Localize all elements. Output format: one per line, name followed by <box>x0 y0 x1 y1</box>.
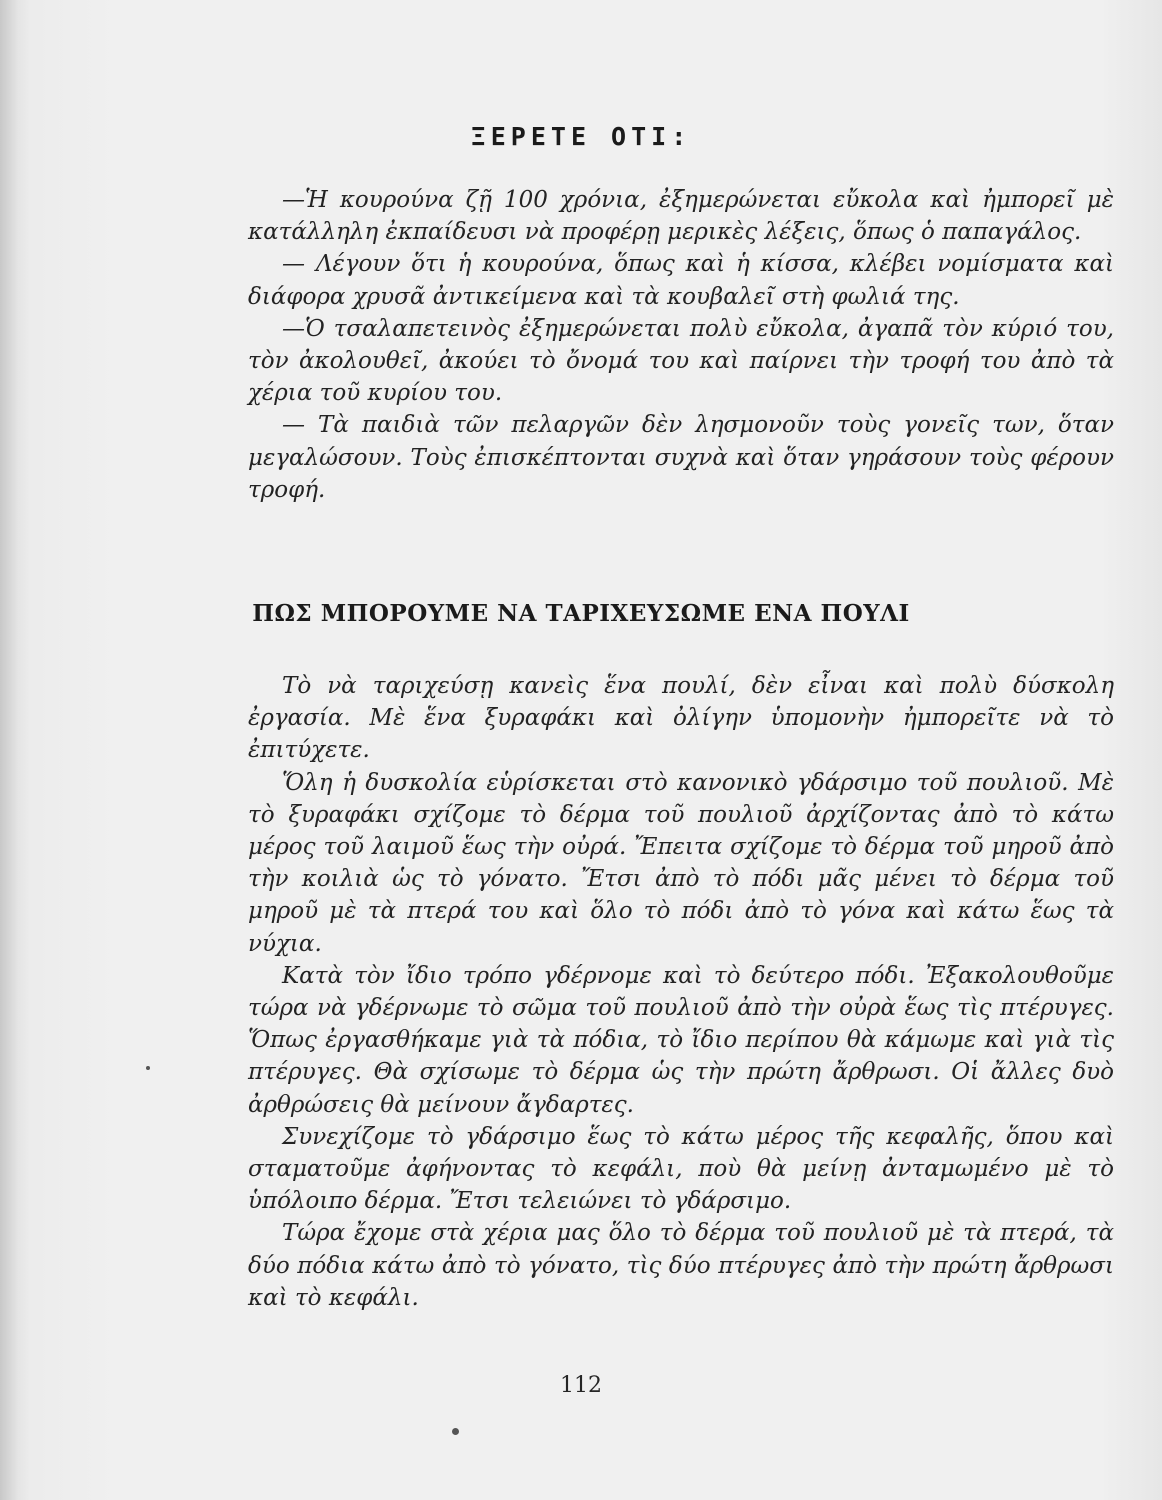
taxidermy-section <box>248 670 1114 1314</box>
page-number: 112 <box>560 1373 602 1398</box>
body-paragraph: Κατὰ τὸν ἴδιο τρόπο γδέρνομε καὶ τὸ δεύτερο πόδι. Ἐξακολουθοῦμε τώρα νὰ γδέρνωμε τὸ σῶμα τοῦ πουλιοῦ ἀπὸ τὴν οὐρὰ ἕως τὶς πτέρυγες. Ὅπως ἐργασθήκαμε γιὰ τὰ πόδια, τὸ ἴδιο περίπου θὰ κάμωμε καὶ γιὰ τὶς πτέρυγες. Θὰ σχίσωμε τὸ δέρμα ὡς τὴν πρώτη ἄρθρωσι. Οἱ ἄλλες δυὸ ἀρθρώσεις θὰ μείνουν ἄγδαρτες. <box>248 962 1114 1118</box>
fact-paragraph: —Ὁ τσαλαπετεινὸς ἐξημερώνεται πολὺ εὔκολα, ἀγαπᾶ τὸν κύριό του, τὸν ἀκολουθεῖ, ἀκούει τὸ ὄνομά του καὶ παίρνει τὴν τροφή του ἀπὸ τὰ χέρια τοῦ κυρίου του. <box>248 315 1114 407</box>
section-title-taxidermy: ΠΩΣ ΜΠΟΡΟΥΜΕ ΝΑ ΤΑΡΙΧΕΥΣΩΜΕ ΕΝΑ ΠΟΥΛΙ <box>252 600 910 627</box>
body-paragraph: Τώρα ἔχομε στὰ χέρια μας ὅλο τὸ δέρμα τοῦ πουλιοῦ μὲ τὰ πτερά, τὰ δύο πόδια κάτω ἀπὸ τὸ γόνατο, τὶς δύο πτέρυγες ἀπὸ τὴν πρώτη ἄρθρωσι καὶ τὸ κεφάλι. <box>248 1220 1114 1311</box>
fact-paragraph: —Ἡ κουρούνα ζῇ 100 χρόνια, ἐξημερώνεται εὔκολα καὶ ἠμπορεῖ μὲ κατάλληλη ἐκπαίδευσι νὰ προφέρῃ μερικὲς λέξεις, ὅπως ὁ παπαγάλος. <box>248 187 1114 246</box>
page-spine-edge <box>0 0 18 1500</box>
section-title-did-you-know: ΞΕΡΕΤΕ ΟΤΙ: <box>470 122 692 151</box>
ink-speck <box>146 1066 150 1070</box>
body-paragraph: Τὸ νὰ ταριχεύσῃ κανεὶς ἕνα πουλί, δὲν εἶναι καὶ πολὺ δύσκολη ἐργασία. Μὲ ἕνα ξυραφάκι καὶ ὀλίγην ὑπομονὴν ἠμπορεῖτε νὰ τὸ ἐπιτύχετε. <box>248 673 1114 764</box>
fact-paragraph: — Τὰ παιδιὰ τῶν πελαργῶν δὲν λησμονοῦν τοὺς γονεῖς των, ὅταν μεγαλώσουν. Τοὺς ἐπισκέπτονται συχνὰ καὶ ὅταν γηράσουν τοὺς φέρουν τροφή. <box>248 412 1114 503</box>
facts-section <box>248 184 1114 506</box>
body-paragraph: Ὅλη ἡ δυσκολία εὑρίσκεται στὸ κανονικὸ γδάρσιμο τοῦ πουλιοῦ. Μὲ τὸ ξυραφάκι σχίζομε τὸ δέρμα τοῦ πουλιοῦ ἀρχίζοντας ἀπὸ τὸ κάτω μέρος τοῦ λαιμοῦ ἕως τὴν οὐρά. Ἔπειτα σχίζομε τὸ δέρμα τοῦ μηροῦ ἀπὸ τὴν κοιλιὰ ὡς τὸ γόνατο. Ἔτσι ἀπὸ τὸ πόδι μᾶς μένει τὸ δέρμα τοῦ μηροῦ μὲ τὰ πτερά του καὶ ὅλο τὸ πόδι ἀπὸ τὸ γόνα καὶ κάτω ἕως τὰ νύχια. <box>248 769 1114 957</box>
body-paragraph: Συνεχίζομε τὸ γδάρσιμο ἕως τὸ κάτω μέρος τῆς κεφαλῆς, ὅπου καὶ σταματοῦμε ἀφήνοντας τὸ κεφάλι, ποὺ θὰ μείνῃ ἀνταμωμένο μὲ τὸ ὑπόλοιπο δέρμα. Ἔτσι τελειώνει τὸ γδάρσιμο. <box>248 1123 1114 1215</box>
fact-paragraph: — Λέγουν ὅτι ἡ κουρούνα, ὅπως καὶ ἡ κίσσα, κλέβει νομίσματα καὶ διάφορα χρυσᾶ ἀντικείμενα καὶ τὰ κουβαλεῖ στὴ φωλιά της. <box>248 251 1114 310</box>
ink-speck <box>452 1428 459 1435</box>
